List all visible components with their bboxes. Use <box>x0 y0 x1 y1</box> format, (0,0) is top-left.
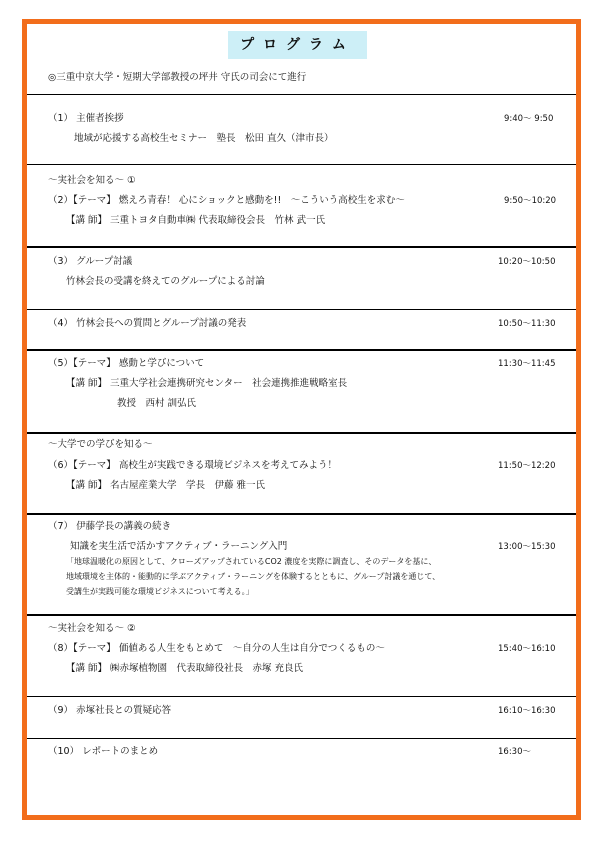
item-7-description: 地域環境を主体的・能動的に学ぶアクティブ・ラーニングを体験するとともに、グループ討議を通じて、 <box>66 572 441 581</box>
item-8-time: 15:40～16:10 <box>498 644 556 654</box>
page-title: プログラム <box>228 31 367 59</box>
item-5-lecturer-name: 教授 西村 訓弘氏 <box>117 398 197 409</box>
section-heading: ～実社会を知る～ ② <box>48 623 136 634</box>
divider <box>27 513 576 515</box>
item-9-time: 16:10～16:30 <box>498 706 556 716</box>
divider <box>27 309 576 310</box>
divider <box>27 246 576 248</box>
item-3-title: （3） グループ討議 <box>48 256 133 267</box>
item-6-time: 11:50～12:20 <box>498 461 556 471</box>
item-10-time: 16:30～ <box>498 747 531 757</box>
divider <box>27 349 576 351</box>
divider <box>27 738 576 739</box>
item-1-detail: 地域が応援する高校生セミナー 塾長 松田 直久（津市長） <box>74 133 334 144</box>
item-3-time: 10:20～10:50 <box>498 257 556 267</box>
item-10-title: （10） レポートのまとめ <box>48 746 159 757</box>
section-heading: ～実社会を知る～ ① <box>48 175 136 186</box>
item-6-lecturer: 【講 師】 名古屋産業大学 学長 伊藤 雅一氏 <box>66 480 266 491</box>
item-5-time: 11:30～11:45 <box>498 359 556 369</box>
item-1-time: 9:40～ 9:50 <box>504 114 554 124</box>
divider <box>27 696 576 697</box>
item-6-title: （6）【テーマ】 高校生が実践できる環境ビジネスを考えてみよう！ <box>48 460 338 471</box>
item-2-time: 9:50～10:20 <box>504 196 557 206</box>
item-7-time: 13:00～15:30 <box>498 542 556 552</box>
item-2-lecturer: 【講 師】 三重トヨタ自動車㈱ 代表取締役会長 竹林 武一氏 <box>66 215 326 226</box>
item-5-lecturer: 【講 師】 三重大学社会連携研究センター 社会連携推進戦略室長 <box>66 378 348 389</box>
item-7-description: 「地球温暖化の原因として、クローズアップされているCO2 濃度を実際に調査し、そのデータを基に、 <box>66 557 437 566</box>
divider <box>27 164 576 165</box>
divider <box>27 432 576 434</box>
divider <box>27 94 576 95</box>
item-9-title: （9） 赤塚社長との質疑応答 <box>48 705 172 716</box>
item-8-title: （8）【テーマ】 価値ある人生をもとめて ～自分の人生は自分でつくるもの～ <box>48 643 385 654</box>
item-5-title: （5）【テーマ】 感動と学びについて <box>48 358 205 369</box>
item-3-detail: 竹林会長の受講を終えてのグループによる討論 <box>66 276 265 287</box>
divider <box>27 614 576 616</box>
item-4-title: （4） 竹林会長への質問とグループ討議の発表 <box>48 318 247 329</box>
item-8-lecturer: 【講 師】 ㈱赤塚植物園 代表取締役社長 赤塚 充良氏 <box>66 663 304 674</box>
item-1-title: （1） 主催者挨拶 <box>48 113 124 124</box>
item-7-title: （7） 伊藤学長の講義の続き <box>48 521 172 532</box>
section-heading: ～大学での学びを知る～ <box>48 439 153 450</box>
item-7-description: 受講生が実践可能な環境ビジネスについて考える。」 <box>66 587 254 596</box>
item-7-subtitle: 知識を実生活で活かすアクティブ・ラーニング入門 <box>70 541 288 552</box>
intro-text: ◎三重中京大学・短期大学部教授の坪井 守氏の司会にて進行 <box>48 72 307 83</box>
item-4-time: 10:50～11:30 <box>498 319 556 329</box>
item-2-title: （2）【テーマ】 燃えろ青春！ 心にショックと感動を!! ～こういう高校生を求む～ <box>48 195 405 206</box>
